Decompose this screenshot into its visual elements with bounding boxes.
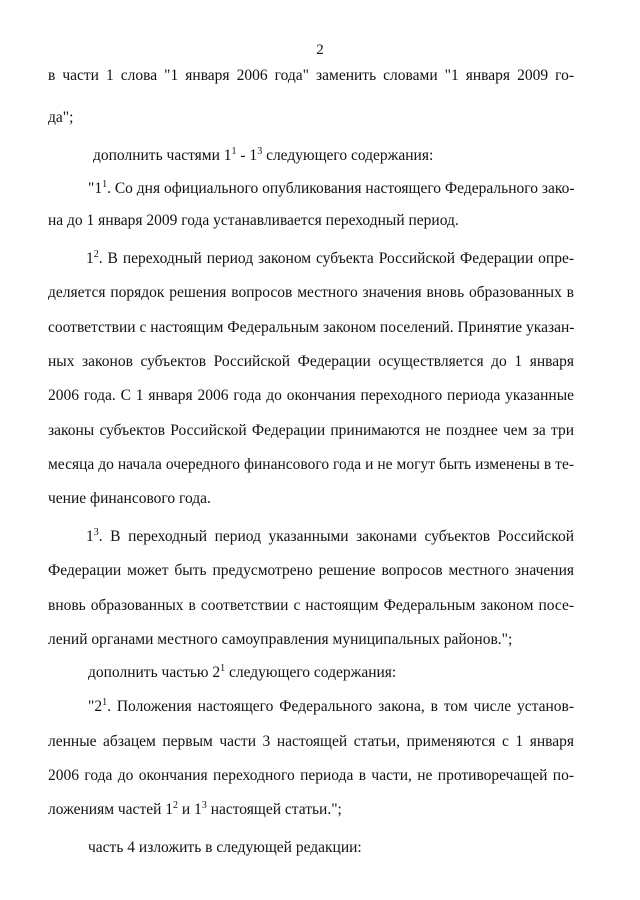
text-segment: следующего содержания:	[262, 147, 434, 164]
text-segment: "1	[88, 180, 103, 197]
text-segment: да";	[48, 109, 74, 126]
text-segment: следующего содержания:	[225, 664, 397, 681]
text-line	[88, 179, 574, 199]
text-segment: ленные абзацем первым части 3 настоящей статьи, применяются с 1 января	[48, 733, 574, 750]
text-segment: Федерации может быть предусмотрено решение вопросов местного значения	[48, 562, 574, 579]
text-line	[48, 561, 574, 581]
text-segment: и 1	[178, 801, 202, 818]
text-segment: дополнить частями 1	[93, 147, 232, 164]
text-line	[88, 838, 574, 858]
text-line	[88, 697, 574, 717]
text-line	[88, 663, 574, 683]
text-line	[48, 421, 574, 441]
text-segment: . Со дня официального опубликования настоящего Федерального зако-	[107, 180, 575, 197]
text-line	[86, 249, 574, 269]
page-number: 2	[316, 42, 324, 58]
text-segment: - 1	[236, 147, 258, 164]
text-line	[48, 283, 574, 303]
text-segment: чение финансового года.	[48, 490, 211, 507]
text-segment: 2006 года. С 1 января 2006 года до окончания переходного периода указанные	[48, 387, 574, 404]
text-segment: на до 1 января 2009 года устанавливается переходный период.	[48, 212, 459, 229]
text-line	[48, 596, 574, 616]
superscript: 3	[93, 526, 99, 538]
superscript: 1	[102, 178, 108, 190]
text-segment: в части 1 слова "1 января 2006 года" заменить словами "1 января 2009 го-	[48, 67, 574, 84]
text-line	[86, 527, 574, 547]
text-line	[48, 800, 574, 820]
text-segment: деляется порядок решения вопросов местного значения вновь образованных в	[48, 284, 574, 301]
text-segment: 1	[86, 250, 94, 267]
text-segment: соответствии с настоящим Федеральным законом поселений. Принятие указан-	[48, 319, 575, 336]
text-line	[48, 766, 574, 786]
text-segment: "2	[88, 698, 103, 715]
text-segment: часть 4 изложить в следующей редакции:	[88, 839, 362, 856]
text-segment: настоящей статьи.";	[206, 801, 342, 818]
text-segment: законы субъектов Российской Федерации принимаются не позднее чем за три	[48, 422, 574, 439]
superscript: 1	[102, 696, 108, 708]
text-line	[48, 732, 574, 752]
text-segment: месяца до начала очередного финансового года и не могут быть изменены в те-	[48, 456, 574, 473]
superscript: 1	[231, 145, 237, 157]
text-segment: дополнить частью 2	[88, 664, 221, 681]
text-segment: . В переходный период законом субъекта Российской Федерации опре-	[98, 250, 574, 267]
text-line	[48, 630, 574, 650]
text-line	[48, 489, 574, 509]
text-line	[48, 352, 574, 372]
text-segment: . В переходный период указанными законами субъектов Российской	[98, 528, 574, 545]
superscript: 3	[257, 145, 263, 157]
text-segment: 2006 года до окончания переходного периода в части, не противоречащей по-	[48, 767, 574, 784]
text-line	[93, 146, 574, 166]
text-line	[48, 386, 574, 406]
superscript: 1	[220, 662, 226, 674]
text-segment: ных законов субъектов Российской Федерации осуществляется до 1 января	[48, 353, 574, 370]
superscript: 2	[93, 248, 99, 260]
text-line	[48, 211, 574, 231]
text-line	[48, 318, 574, 338]
text-segment: . Положения настоящего Федерального закона, в том числе установ-	[107, 698, 574, 715]
superscript: 3	[201, 799, 207, 811]
text-line	[48, 455, 574, 475]
text-segment: 1	[86, 528, 94, 545]
text-line	[48, 108, 574, 128]
superscript: 2	[173, 799, 179, 811]
text-line	[48, 66, 574, 86]
text-segment: лений органами местного самоуправления муниципальных районов.";	[48, 631, 513, 648]
text-segment: вновь образованных в соответствии с настоящим Федеральным законом посе-	[48, 597, 574, 614]
text-segment: ложениям частей 1	[48, 801, 174, 818]
